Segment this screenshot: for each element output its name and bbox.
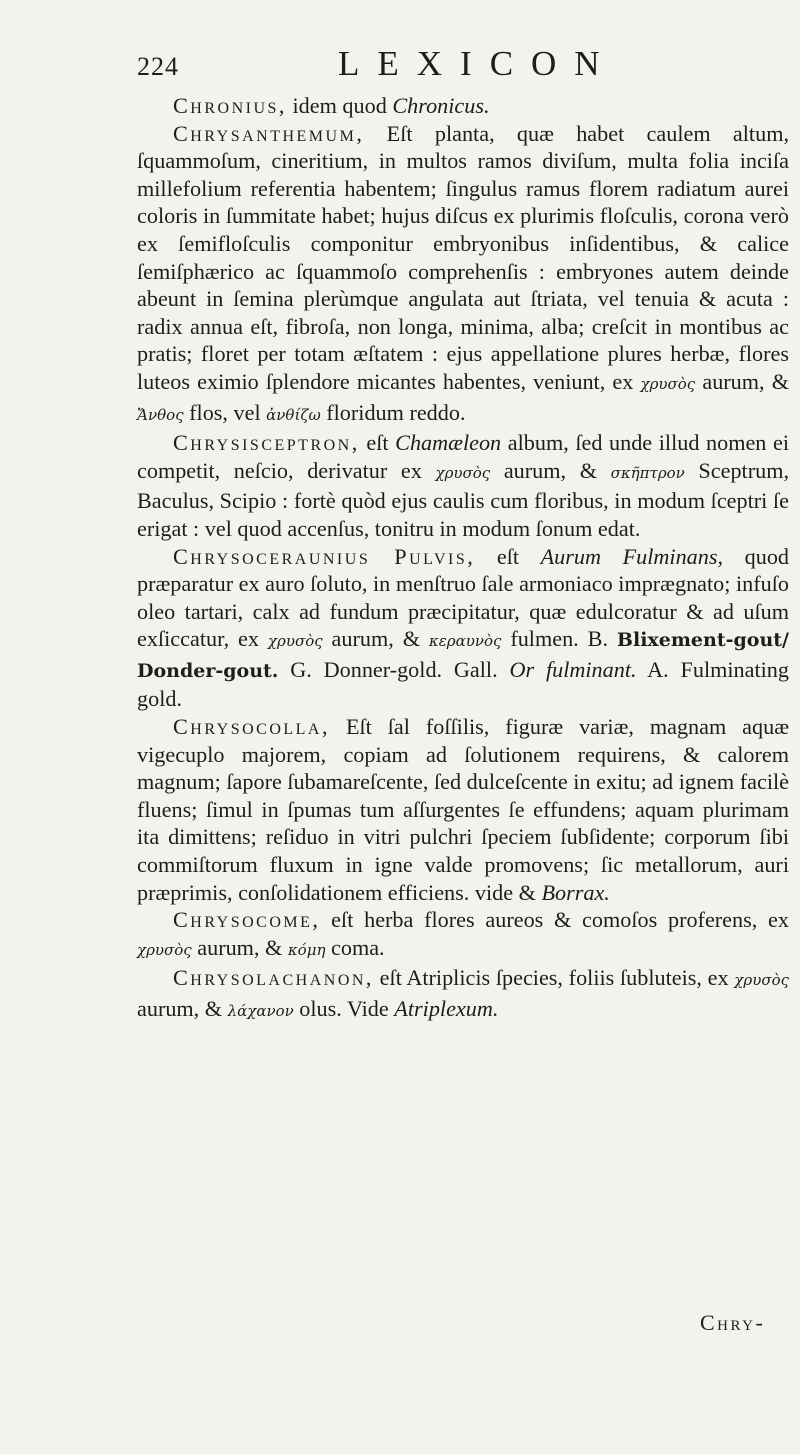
entry-text: A. Fulminating gold. [137,656,789,712]
lexicon-entry [137,543,789,714]
greek-word: κεραυνὸς [428,632,502,651]
catchword: Chry- [700,1310,766,1335]
page-header [0,44,800,84]
greek-word: χρυσὸς [267,632,323,651]
entry-text: fulmen. B. [501,626,617,652]
lexicon-entry [137,429,789,542]
greek-word: σκῆπτρον [610,463,685,482]
entry-text: eſt Atriplicis ſpecies, foliis ſubluteis, ex [373,965,735,991]
greek-word: λάχανον [227,1002,294,1020]
blackletter-term: Blixement-gout/ Donder-gout. [137,629,789,682]
lexicon-entry [137,906,789,964]
italic-term: Atriplexum. [394,996,499,1021]
lexicon-entry [137,713,789,906]
greek-word: κόμη [287,940,326,959]
entry-text: Sceptrum, Baculus, Scipio : fortè quòd ejus caulis cum floribus, in modum ſceptri ſe erigat : vel quod accenſus, tonitru in modum ſonum edat. [137,457,789,541]
entry-headword: Chrysanthemum, [173,120,365,146]
italic-term: Chronicus. [392,93,490,118]
entry-text: aurum, & [191,934,288,960]
entry-headword: Chrysolachanon, [173,965,374,991]
lexicon-entry [137,120,789,430]
entry-text: album, ſed unde illud nomen ei competit, neſcio, derivatur ex [137,430,789,483]
entry-text: Eſt ſal foſſilis, figuræ variæ, magnam aquæ vigecuplo majorem, copiam ad ſolutionem requirens, & calorem magnum; ſapore ſubamareſcente, ſed dulceſcente in exitu; ad ignem facilè fluens; ſimul in ſpumas tum aſſurgentes ſe effundens; aquam plurimam ita dimittens; reſiduo in vitri pulchri ſpeciem ſubſidente; corporum ſibi commiſtorum fluxum in igne valde promovens; ſic metallorum, auri præprimis, conſolidationem efficiens. vide & [137,714,789,905]
entry-text: aurum, & [490,457,611,483]
entry-text: eſt [359,430,396,456]
greek-word: χρυσὸς [734,971,789,990]
entry-text: idem quod [286,93,393,118]
entry-text: aurum, & [695,368,789,394]
greek-word: χρυσὸς [137,940,192,959]
entry-text: aurum, & [322,626,429,652]
lexicon-text [137,92,789,1026]
italic-term: Aurum Fulminans, [540,543,724,569]
entry-text: quod præparatur ex auro ſoluto, in menſtruo ſale armoniaco imprægnato; infuſo oleo tartari, calx ad fundum præcipitatur, quæ edulcoratur & ad uſum exſiccatur, ex [137,543,790,652]
entry-text: flos, vel [183,399,267,425]
running-head: LEXICON [338,44,618,83]
entry-text: floridum reddo. [320,399,466,425]
entry-text: eſt herba flores aureos & comoſos proferens, ex [320,907,789,933]
lexicon-entry [137,964,789,1025]
entry-text: coma. [325,934,385,960]
entry-text: Eſt planta, quæ habet caulem altum, ſquammoſum, cineritium, in multos ramos diviſum, multa folia inciſa millefolium referentia habentem; ſingulus ramus florem radiatum aurei coloris in ſummitate habet; hujus diſcus ex plurimis floſculis, corona verò ex ſemifloſculis componitur embryonibus inſidentibus, & calice ſemiſphærico ac ſquammoſo comprehenſis : embryones autem deinde abeunt in ſemina plerùmque angulata aut ſtriata, vel tenuia & acuta : radix annua eſt, fibroſa, non longa, minima, alba; creſcit in montibus ac pratis; floret per totam æſtatem : ejus appellatione plures herbæ, flores luteos eximio ſplendore micantes habentes, veniunt, ex [137,120,789,394]
greek-word: χρυσὸς [435,463,491,482]
entry-headword: Chrysisceptron, [173,430,360,456]
entry-text: eſt [475,543,541,569]
entry-text: G. Donner-gold. Gall. [278,656,510,682]
entry-headword: Chrysocome, [173,907,321,933]
lexicon-entry [137,92,789,120]
greek-word: ἀνθίζω [266,405,321,424]
italic-term: Borrax. [541,879,610,905]
greek-word: χρυσὸς [640,374,696,393]
greek-word: Ἄνθος [137,405,184,424]
italic-term: Chamæleon [395,430,502,456]
page-number: 224 [137,52,179,81]
entry-text: aurum, & [137,996,228,1021]
entry-headword: Chrysocolla, [173,714,331,740]
entry-text: olus. Vide [293,996,395,1021]
italic-term: Or fulminant. [509,656,637,682]
entry-headword: Chronius, [173,93,287,118]
entry-headword: Chrysoceraunius Pulvis, [173,543,476,569]
